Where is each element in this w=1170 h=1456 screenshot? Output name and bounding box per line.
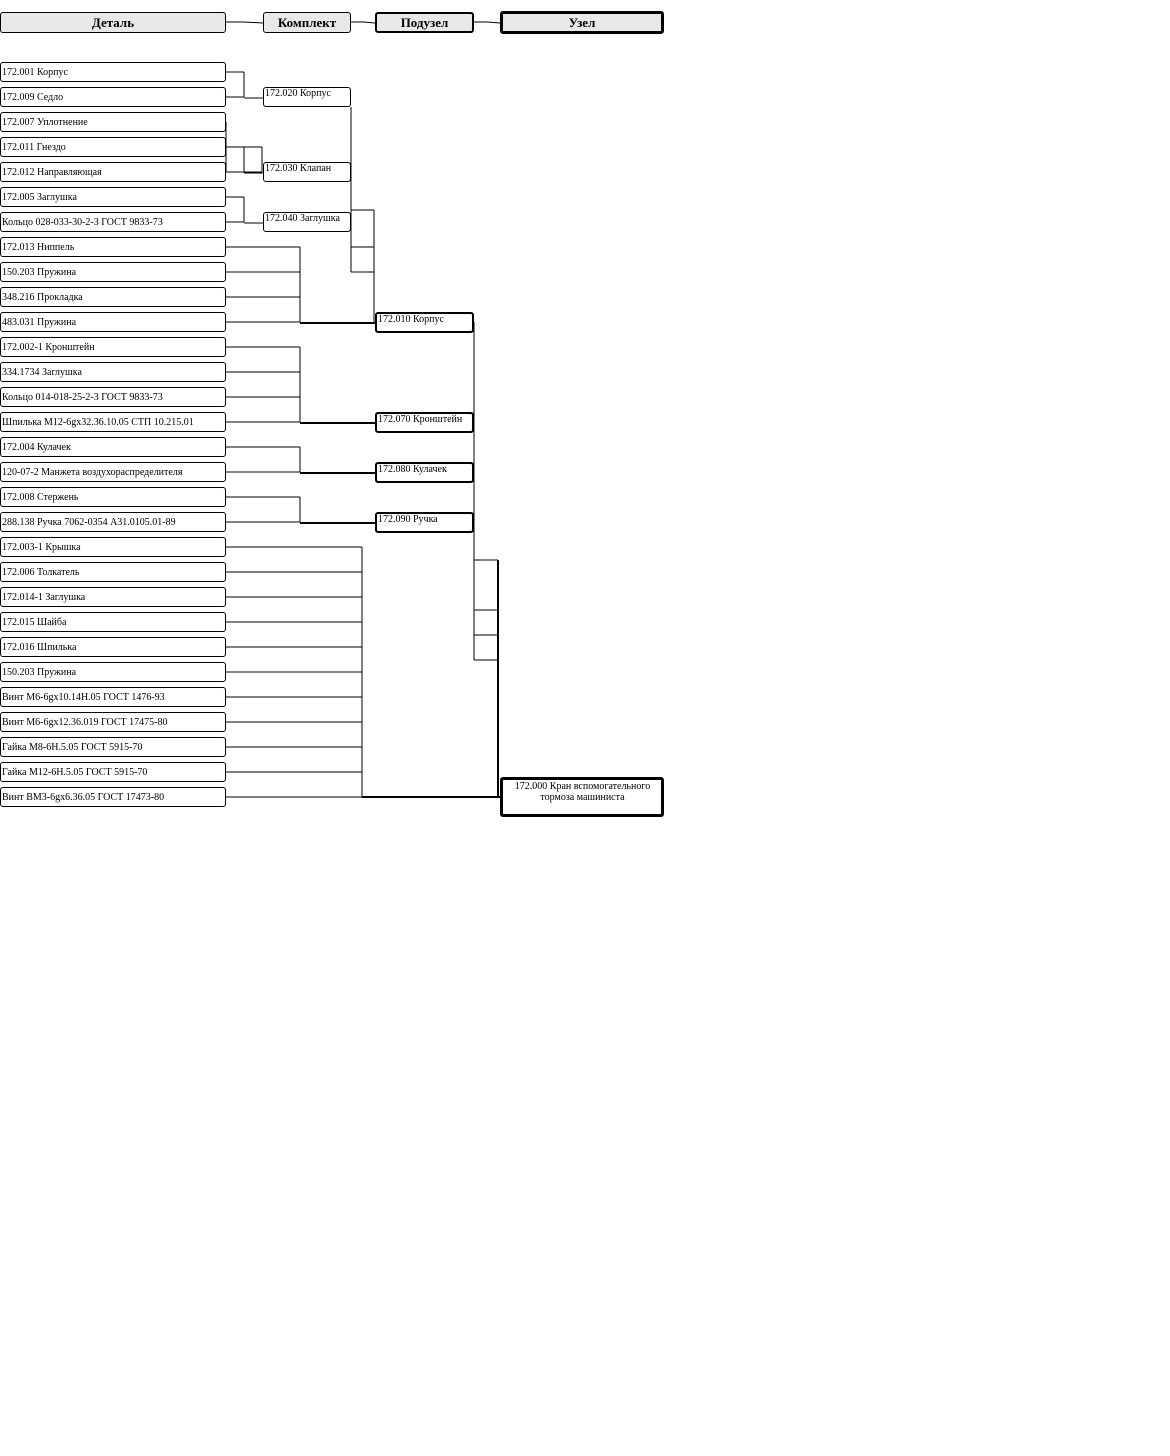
detail-box[interactable] <box>0 437 226 457</box>
detail-label: Винт ВМ3-6gх6.36.05 ГОСТ 17473-80 <box>2 792 165 803</box>
detail-label: 172.012 Направляющая <box>2 167 102 178</box>
assembly-box[interactable] <box>500 777 664 817</box>
detail-label: 172.015 Шайба <box>2 617 67 628</box>
detail-box[interactable] <box>0 287 226 307</box>
detail-label: 172.002-1 Кронштейн <box>2 342 95 353</box>
detail-box[interactable] <box>0 412 226 432</box>
header-assembly <box>500 11 664 34</box>
detail-label: 172.005 Заглушка <box>2 192 77 203</box>
detail-label: 334.1734 Заглушка <box>2 367 82 378</box>
detail-box[interactable] <box>0 587 226 607</box>
kit-label: 172.020 Корпус <box>265 88 331 99</box>
detail-label: 483.031 Пружина <box>2 317 77 328</box>
header-subassembly <box>375 12 474 33</box>
detail-label: 172.006 Толкатель <box>2 567 80 578</box>
detail-box[interactable] <box>0 562 226 582</box>
subassembly-label: 172.090 Ручка <box>378 514 438 525</box>
detail-label: Винт М6-6gх12.36.019 ГОСТ 17475-80 <box>2 717 168 728</box>
detail-box[interactable] <box>0 62 226 82</box>
detail-box[interactable] <box>0 337 226 357</box>
detail-box[interactable] <box>0 237 226 257</box>
subassembly-box[interactable] <box>375 512 474 533</box>
detail-box[interactable] <box>0 462 226 482</box>
header-assembly-label: Узел <box>568 14 596 30</box>
detail-label: 150.203 Пружина <box>2 667 77 678</box>
detail-label: 172.009 Седло <box>2 92 64 103</box>
detail-box[interactable] <box>0 487 226 507</box>
detail-box[interactable] <box>0 212 226 232</box>
subassembly-box[interactable] <box>375 312 474 333</box>
detail-label: 172.011 Гнездо <box>2 142 66 153</box>
detail-box[interactable] <box>0 137 226 157</box>
detail-label: 172.016 Шпилька <box>2 642 77 653</box>
detail-box[interactable] <box>0 662 226 682</box>
subassembly-box[interactable] <box>375 412 474 433</box>
header-subassembly-label: Подузел <box>400 14 449 30</box>
detail-label: 172.004 Кулачек <box>2 442 71 453</box>
detail-label: 150.203 Пружина <box>2 267 77 278</box>
detail-label: 348.216 Прокладка <box>2 292 83 303</box>
detail-box[interactable] <box>0 112 226 132</box>
detail-box[interactable] <box>0 387 226 407</box>
detail-label: 172.013 Ниппель <box>2 242 75 253</box>
assembly-label-line2: тормоза машиниста <box>540 792 625 803</box>
assembly-label-line1: 172.000 Кран вспомогательного <box>514 781 651 792</box>
connector-line <box>244 22 263 23</box>
subassembly-box[interactable] <box>375 462 474 483</box>
detail-box[interactable] <box>0 187 226 207</box>
detail-box[interactable] <box>0 537 226 557</box>
kit-label: 172.030 Клапан <box>265 163 332 174</box>
detail-label: 172.003-1 Крышка <box>2 542 81 553</box>
detail-box[interactable] <box>0 312 226 332</box>
detail-box[interactable] <box>0 737 226 757</box>
detail-box[interactable] <box>0 687 226 707</box>
detail-label: Кольцо 014-018-25-2-3 ГОСТ 9833-73 <box>2 392 163 403</box>
connector-line <box>487 22 500 23</box>
detail-label: Шпилька М12-6gх32.36.10.05 СТП 10.215.01 <box>2 417 194 428</box>
subassembly-label: 172.070 Кронштейн <box>378 414 463 425</box>
header-kit <box>263 12 351 33</box>
subassembly-label: 172.080 Кулачек <box>378 464 447 475</box>
detail-box[interactable] <box>0 612 226 632</box>
detail-label: 120-07-2 Манжета воздухораспределителя <box>2 467 183 478</box>
detail-box[interactable] <box>0 512 226 532</box>
kit-label: 172.040 Заглушка <box>265 213 340 224</box>
kit-box[interactable] <box>263 212 351 232</box>
detail-label: Гайка М8-6Н.5.05 ГОСТ 5915-70 <box>2 742 143 753</box>
header-kit-label: Комплект <box>277 14 337 30</box>
subassembly-label: 172.010 Корпус <box>378 314 444 325</box>
detail-label: Винт М6-6gх10.14Н.05 ГОСТ 1476-93 <box>2 692 165 703</box>
detail-label: 172.007 Уплотнение <box>2 117 88 128</box>
detail-label: 172.014-1 Заглушка <box>2 592 86 603</box>
detail-box[interactable] <box>0 362 226 382</box>
detail-box[interactable] <box>0 162 226 182</box>
connector-line <box>364 22 375 23</box>
header-detail <box>0 12 226 33</box>
detail-box[interactable] <box>0 787 226 807</box>
detail-label: Гайка М12-6Н.5.05 ГОСТ 5915-70 <box>2 767 148 778</box>
detail-box[interactable] <box>0 87 226 107</box>
detail-label: 172.001 Корпус <box>2 67 68 78</box>
detail-label: 172.008 Стержень <box>2 492 79 503</box>
detail-box[interactable] <box>0 637 226 657</box>
kit-box[interactable] <box>263 87 351 107</box>
detail-label: 288.138 Ручка 7062-0354 А31.0105.01-89 <box>2 517 176 528</box>
detail-box[interactable] <box>0 262 226 282</box>
kit-box[interactable] <box>263 162 351 182</box>
detail-box[interactable] <box>0 712 226 732</box>
header-detail-label: Деталь <box>91 14 135 30</box>
detail-box[interactable] <box>0 762 226 782</box>
detail-label: Кольцо 028-033-30-2-3 ГОСТ 9833-73 <box>2 217 163 228</box>
